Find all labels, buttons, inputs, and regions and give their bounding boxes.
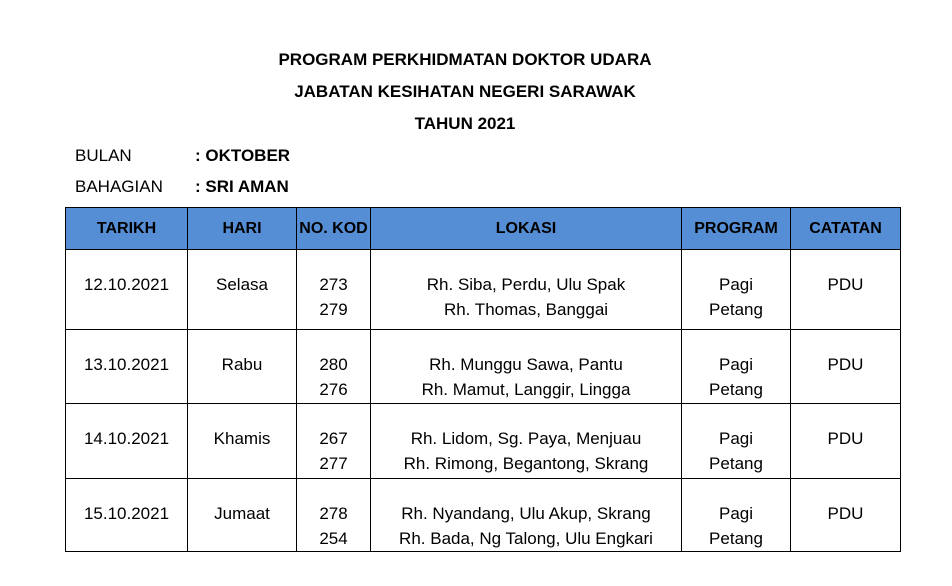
program-text: Pagi	[718, 429, 754, 448]
year-title: TAHUN 2021	[414, 114, 516, 133]
lokasi-cell	[371, 479, 682, 552]
kod-cell	[297, 404, 371, 479]
table-row	[66, 404, 901, 479]
program-text: Petang	[709, 454, 763, 473]
tarikh-text: 12.10.2021	[83, 275, 170, 294]
schedule-table	[65, 207, 901, 552]
column-header-catatan: CATATAN	[791, 208, 901, 250]
tarikh-text: 15.10.2021	[83, 504, 170, 523]
program-cell	[682, 330, 791, 404]
table-row	[66, 250, 901, 330]
kod-text: 276	[319, 380, 348, 399]
program-text: Pagi	[718, 355, 754, 374]
lokasi-cell	[371, 250, 682, 330]
program-cell	[682, 479, 791, 552]
table-row	[66, 479, 901, 552]
hari-text: Selasa	[216, 275, 268, 294]
catatan-text: PDU	[827, 429, 864, 448]
program-text: Petang	[709, 300, 763, 319]
tarikh-text: 13.10.2021	[83, 355, 170, 374]
catatan-text: PDU	[827, 355, 864, 374]
hari-text: Rabu	[221, 355, 263, 374]
column-header-tarikh: TARIKH	[66, 208, 188, 250]
program-text: Pagi	[718, 504, 754, 523]
kod-cell	[297, 479, 371, 552]
lokasi-text: Rh. Lidom, Sg. Paya, Menjuau	[410, 429, 642, 448]
lokasi-text: Rh. Mamut, Langgir, Lingga	[421, 380, 631, 399]
lokasi-text: Rh. Rimong, Begantong, Skrang	[403, 454, 649, 473]
lokasi-cell	[371, 330, 682, 404]
kod-cell	[297, 330, 371, 404]
kod-text: 280	[319, 355, 348, 374]
program-cell	[682, 404, 791, 479]
hari-cell	[188, 479, 297, 552]
kod-cell	[297, 250, 371, 330]
hari-text: Khamis	[213, 429, 271, 448]
hari-text: Jumaat	[214, 504, 270, 523]
document-title: PROGRAM PERKHIDMATAN DOKTOR UDARA	[278, 50, 652, 69]
program-text: Pagi	[718, 275, 754, 294]
tarikh-cell	[66, 330, 188, 404]
table-row	[66, 330, 901, 404]
tarikh-cell	[66, 404, 188, 479]
department-title: JABATAN KESIHATAN NEGERI SARAWAK	[294, 82, 636, 101]
catatan-cell	[791, 479, 901, 552]
bahagian-label: BAHAGIAN	[75, 177, 163, 196]
tarikh-text: 14.10.2021	[83, 429, 170, 448]
catatan-text: PDU	[827, 504, 864, 523]
kod-text: 254	[319, 529, 348, 548]
program-text: Petang	[709, 529, 763, 548]
kod-text: 277	[319, 454, 348, 473]
program-text: Petang	[709, 380, 763, 399]
lokasi-text: Rh. Munggu Sawa, Pantu	[429, 355, 623, 374]
column-header-lokasi: LOKASI	[371, 208, 682, 250]
lokasi-cell	[371, 404, 682, 479]
column-header-no-kod: NO. KOD	[297, 208, 371, 250]
catatan-cell	[791, 404, 901, 479]
column-header-hari: HARI	[188, 208, 297, 250]
kod-text: 278	[319, 504, 348, 523]
bulan-label: BULAN	[75, 146, 132, 165]
tarikh-cell	[66, 479, 188, 552]
lokasi-text: Rh. Nyandang, Ulu Akup, Skrang	[401, 504, 651, 523]
hari-cell	[188, 330, 297, 404]
kod-text: 267	[319, 429, 348, 448]
hari-cell	[188, 250, 297, 330]
catatan-text: PDU	[827, 275, 864, 294]
lokasi-text: Rh. Bada, Ng Talong, Ulu Engkari	[399, 529, 653, 548]
kod-text: 273	[319, 275, 348, 294]
tarikh-cell	[66, 250, 188, 330]
lokasi-text: Rh. Siba, Perdu, Ulu Spak	[426, 275, 626, 294]
lokasi-text: Rh. Thomas, Banggai	[443, 300, 609, 319]
column-header-program: PROGRAM	[682, 208, 791, 250]
table-header-row	[66, 208, 901, 250]
program-cell	[682, 250, 791, 330]
catatan-cell	[791, 250, 901, 330]
kod-text: 279	[319, 300, 348, 319]
bahagian-value: : SRI AMAN	[195, 177, 289, 196]
bulan-value: : OKTOBER	[195, 146, 291, 165]
hari-cell	[188, 404, 297, 479]
catatan-cell	[791, 330, 901, 404]
